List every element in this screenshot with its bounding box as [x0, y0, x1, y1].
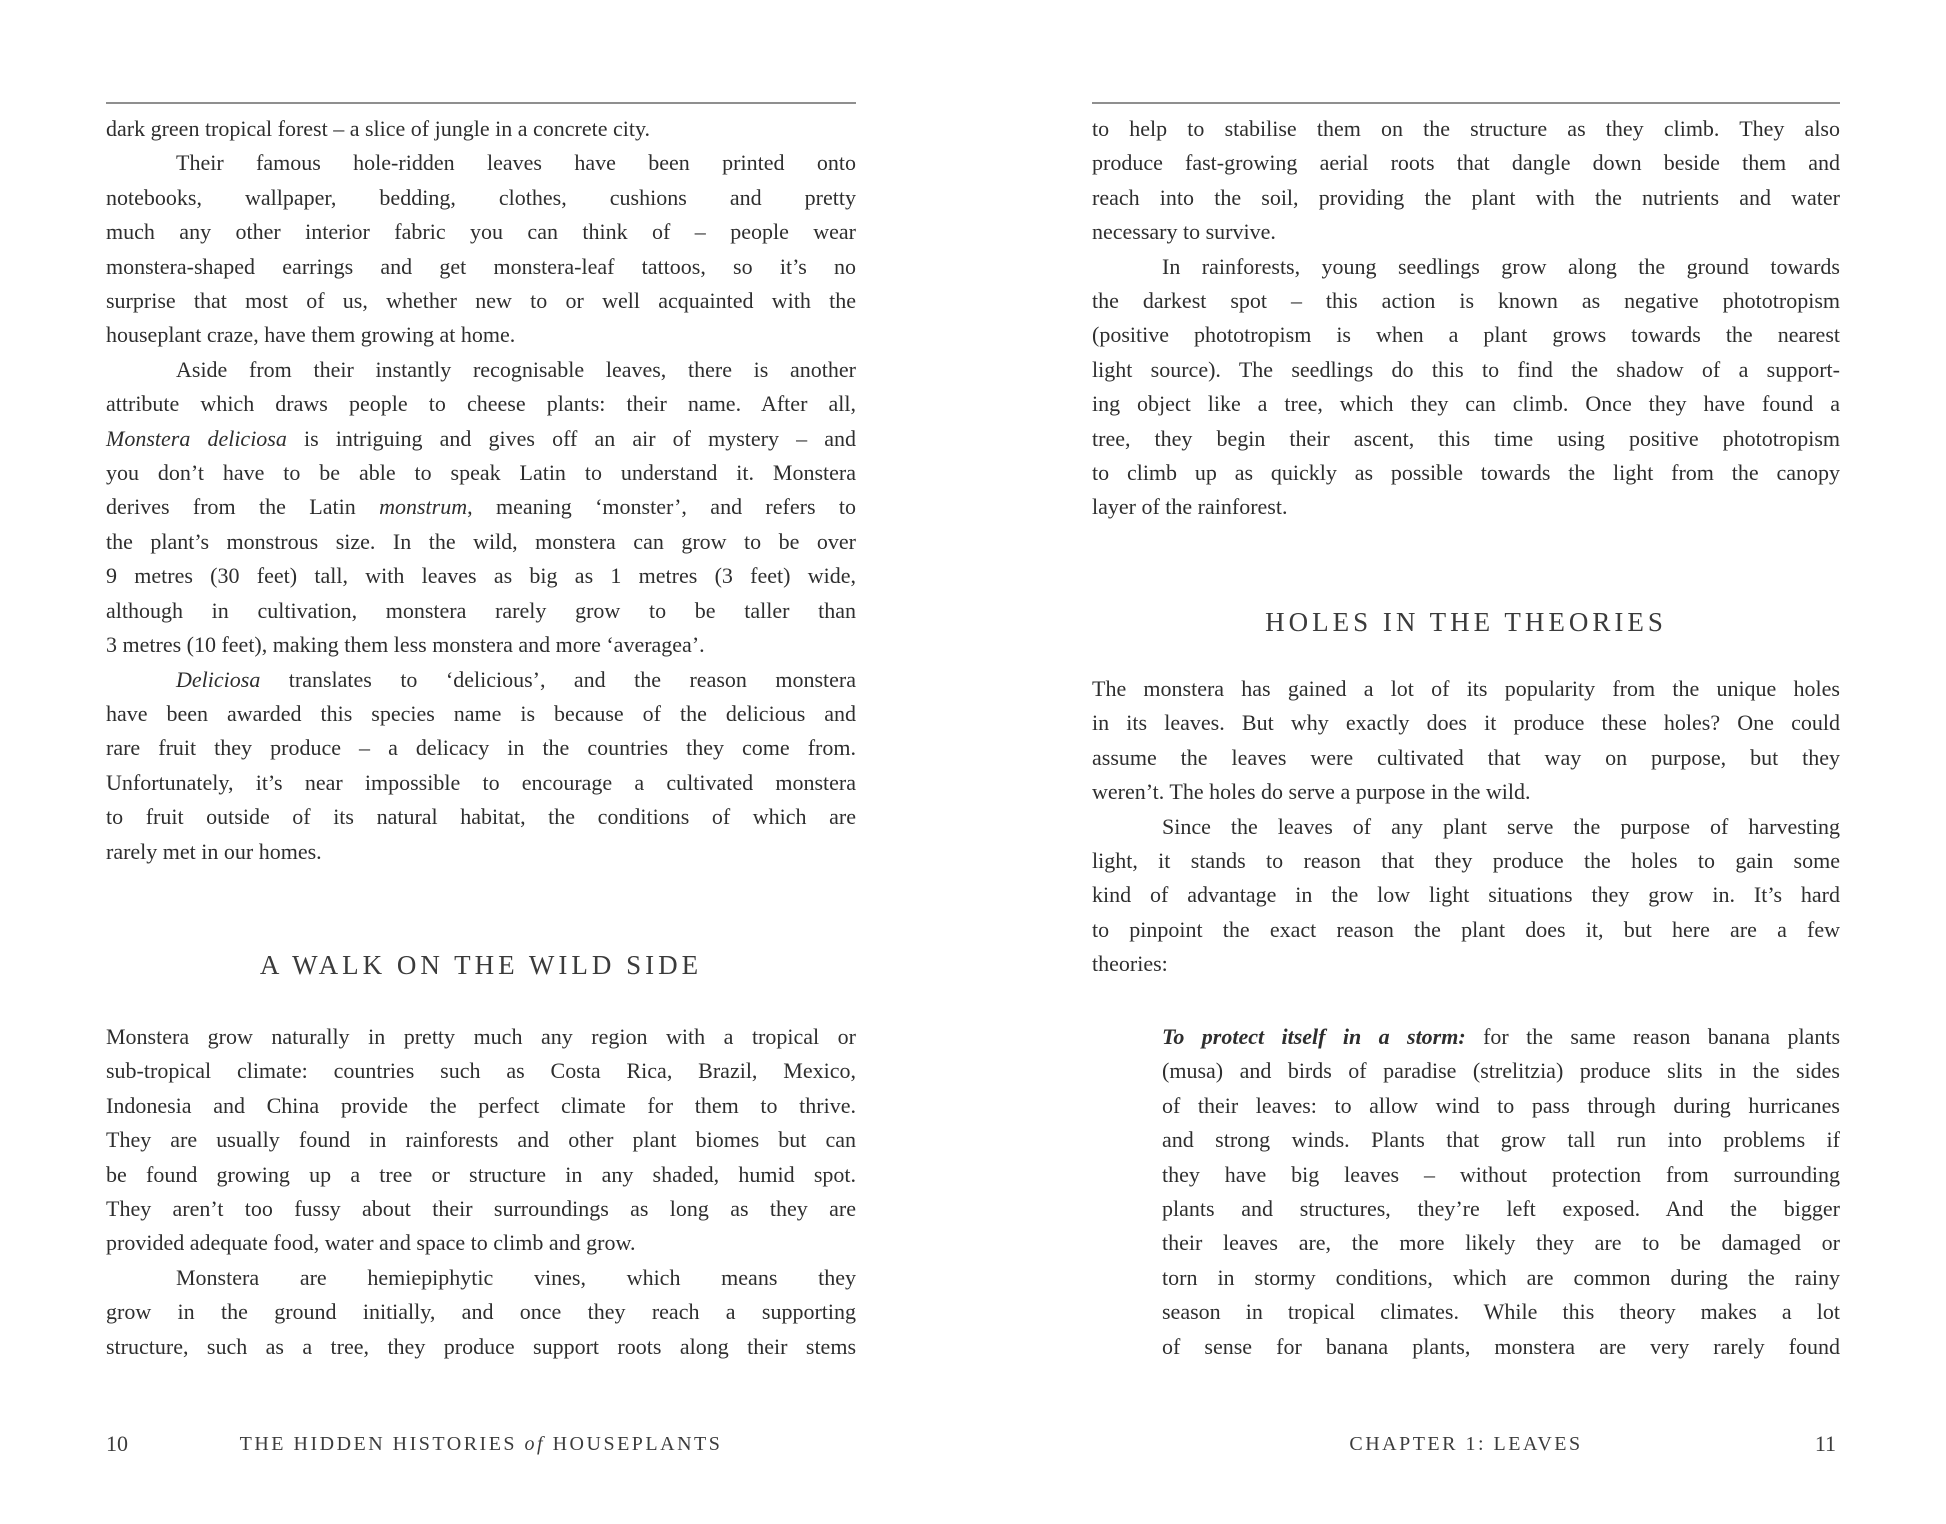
paragraph	[1092, 810, 1840, 982]
text-line: (musa) and birds of paradise (strelitzia) produce slits in the sides	[1162, 1058, 1840, 1084]
paragraph	[106, 112, 856, 146]
text-line: light, it stands to reason that they produce the holes to gain some	[1092, 848, 1840, 874]
text-line: grow in the ground initially, and once they reach a supporting	[106, 1299, 856, 1325]
text-line: light source). The seedlings do this to find the shadow of a support-	[1092, 356, 1840, 382]
paragraph	[106, 353, 856, 663]
text-line: of their leaves: to allow wind to pass through during hurricanes	[1162, 1092, 1840, 1118]
page-left	[106, 0, 856, 1524]
page-right	[1092, 0, 1840, 1524]
text-line: Deliciosa translates to ‘delicious’, and the reason monstera	[176, 666, 856, 692]
paragraph	[106, 146, 856, 352]
paragraph	[1092, 250, 1840, 525]
text-line: dark green tropical forest – a slice of jungle in a concrete city.	[106, 116, 651, 141]
left-intro-text	[106, 112, 856, 869]
paragraph	[1092, 672, 1840, 810]
text-line: monstera-shaped earrings and get monstera-leaf tattoos, so it’s no	[106, 253, 856, 279]
text-line: in its leaves. But why exactly does it produce these holes? One could	[1092, 710, 1840, 736]
styled-text: monstrum	[379, 494, 468, 520]
text-line: rarely met in our homes.	[106, 838, 322, 864]
styled-text: To protect itself in a storm:	[1162, 1024, 1466, 1049]
paragraph	[1092, 112, 1840, 250]
text-line: produce fast-growing aerial roots that dangle down beside them and	[1092, 150, 1840, 176]
text-line: structure, such as a tree, they produce support roots along their stems	[106, 1333, 856, 1359]
text-line: 3 metres (10 feet), making them less monstera and more ‘averagea’.	[106, 632, 705, 658]
left-footer-title	[106, 1428, 856, 1460]
text-line: Since the leaves of any plant serve the purpose of harvesting	[1162, 813, 1840, 839]
right-theory-storm-text	[1092, 1020, 1840, 1364]
text-line: houseplant craze, have them growing at home.	[106, 322, 516, 348]
text-line: their leaves are, the more likely they are to be damaged or	[1162, 1230, 1840, 1256]
text-line: (positive phototropism is when a plant grows towards the nearest	[1092, 322, 1840, 348]
text-line: To protect itself in a storm: for the same reason banana plants	[1162, 1024, 1840, 1049]
text-line: to climb up as quickly as possible towards the light from the canopy	[1092, 460, 1840, 486]
left-top-rule	[106, 102, 856, 104]
text-line: They aren’t too fussy about their surroundings as long as they are	[106, 1196, 856, 1222]
text-line: they have big leaves – without protection from surrounding	[1162, 1161, 1840, 1187]
text-line: In rainforests, young seedlings grow along the ground towards	[1162, 253, 1840, 279]
text-line: Aside from their instantly recognisable leaves, there is another	[176, 356, 856, 382]
text-line: much any other interior fabric you can think of – people wear	[106, 219, 856, 245]
paragraph	[1162, 1020, 1840, 1364]
text-line: notebooks, wallpaper, bedding, clothes, cushions and pretty	[106, 184, 856, 210]
paragraph	[106, 663, 856, 869]
text-line: 9 metres (30 feet) tall, with leaves as big as 1 metres (3 feet) wide,	[106, 563, 856, 589]
text-line: Monstera are hemiepiphytic vines, which means they	[176, 1264, 856, 1290]
text-line: rare fruit they produce – a delicacy in the countries they come from.	[106, 735, 856, 761]
left-wild-side-text	[106, 1020, 856, 1364]
text-line: necessary to survive.	[1092, 219, 1276, 245]
right-page-number: 11	[1814, 1431, 1836, 1456]
text-line: Monstera grow naturally in pretty much any region with a tropical or	[106, 1024, 856, 1049]
text-line: tree, they begin their ascent, this time using positive phototropism	[1092, 425, 1840, 451]
text-line: season in tropical climates. While this theory makes a lot	[1162, 1299, 1840, 1325]
text-line: the plant’s monstrous size. In the wild, monstera can grow to be over	[106, 528, 856, 554]
styled-text: Monstera deliciosa	[106, 425, 287, 451]
text-line: layer of the rainforest.	[1092, 494, 1288, 520]
styled-text: CHAPTER 1: LEAVES	[1349, 1433, 1583, 1455]
left-page-number: 10	[106, 1431, 128, 1456]
text-line: sub-tropical climate: countries such as Costa Rica, Brazil, Mexico,	[106, 1058, 856, 1084]
right-top-text	[1092, 112, 1840, 525]
right-footer	[1092, 1428, 1840, 1460]
text-line: you don’t have to be able to speak Latin to understand it. Monstera	[106, 460, 856, 486]
right-footer-title	[1092, 1428, 1840, 1460]
text-line: the darkest spot – this action is known as negative phototropism	[1092, 288, 1840, 314]
text-line: be found growing up a tree or structure in any shaded, humid spot.	[106, 1161, 856, 1187]
text-line: Their famous hole-ridden leaves have been printed onto	[176, 150, 856, 176]
text-line: plants and structures, they’re left exposed. And the bigger	[1162, 1196, 1840, 1222]
paragraph	[106, 1261, 856, 1364]
text-line: assume the leaves were cultivated that way on purpose, but they	[1092, 744, 1840, 770]
right-section-heading: HOLES IN THE THEORIES	[1265, 607, 1667, 637]
text-line: kind of advantage in the low light situations they grow in. It’s hard	[1092, 882, 1840, 908]
right-top-rule	[1092, 102, 1840, 104]
styled-text: HOUSEPLANTS	[545, 1433, 723, 1455]
text-line: They are usually found in rainforests and other plant biomes but can	[106, 1127, 856, 1153]
text-line: to pinpoint the exact reason the plant does it, but here are a few	[1092, 916, 1840, 942]
styled-text: THE HIDDEN HISTORIES	[239, 1433, 525, 1455]
text-line: to help to stabilise them on the structure as they climb. They also	[1092, 116, 1840, 141]
text-line: to fruit outside of its natural habitat, the conditions of which are	[106, 804, 856, 830]
styled-text: of	[524, 1433, 546, 1455]
text-line: weren’t. The holes do serve a purpose in the wild.	[1092, 779, 1531, 805]
text-line: torn in stormy conditions, which are common during the rainy	[1162, 1264, 1840, 1290]
text-line: provided adequate food, water and space to climb and grow.	[106, 1230, 636, 1256]
text-line: although in cultivation, monstera rarely grow to be taller than	[106, 597, 856, 623]
text-line: surprise that most of us, whether new to or well acquainted with the	[106, 288, 856, 314]
text-line: Indonesia and China provide the perfect climate for them to thrive.	[106, 1092, 856, 1118]
right-theories-text	[1092, 672, 1840, 982]
text-line: of sense for banana plants, monstera are very rarely found	[1162, 1333, 1840, 1359]
left-section-heading: A WALK ON THE WILD SIDE	[259, 950, 703, 980]
text-line: have been awarded this species name is because of the delicious and	[106, 700, 856, 726]
left-footer	[106, 1428, 856, 1460]
styled-text: Deliciosa	[176, 666, 261, 692]
text-line: The monstera has gained a lot of its popularity from the unique holes	[1092, 676, 1840, 701]
text-line: theories:	[1092, 951, 1168, 977]
paragraph	[106, 1020, 856, 1261]
text-line: and strong winds. Plants that grow tall run into problems if	[1162, 1127, 1840, 1153]
text-line: Unfortunately, it’s near impossible to encourage a cultivated monstera	[106, 769, 856, 795]
text-line: reach into the soil, providing the plant with the nutrients and water	[1092, 184, 1840, 210]
text-line: attribute which draws people to cheese plants: their name. After all,	[106, 391, 856, 417]
text-line: derives from the Latin monstrum, meaning ‘monster’, and refers to	[106, 494, 856, 520]
text-line: ing object like a tree, which they can climb. Once they have found a	[1092, 391, 1840, 417]
text-line: Monstera deliciosa is intriguing and gives off an air of mystery – and	[106, 425, 856, 451]
